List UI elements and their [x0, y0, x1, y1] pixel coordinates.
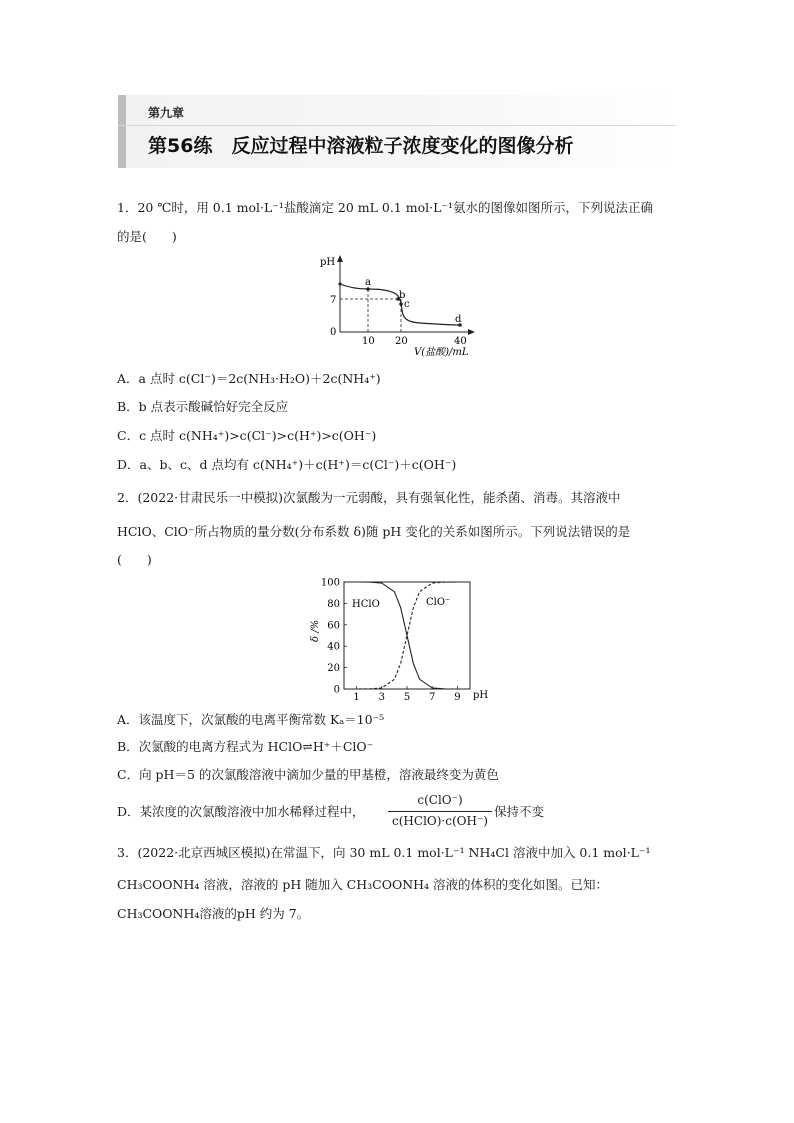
q1-titration-figure: [310, 252, 490, 362]
q2-option-d-prefix: D．某浓度的次氯酸溶液中加水稀释过程中，: [117, 804, 365, 819]
q1-option-d: D．a、b、c、d 点均有 c(NH₄⁺)＋c(H⁺)＝c(Cl⁻)＋c(OH⁻): [117, 457, 457, 472]
q3-stem-line1: 3．(2022·北京西城区模拟)在常温下，向 30 mL 0.1 mol·L⁻¹ NH₄Cl 溶液中加入 0.1 mol·L⁻¹: [117, 845, 651, 860]
q2-stem-line1: 2．(2022·甘肃民乐一中模拟)次氯酸为一元弱酸，具有强氧化性，能杀菌、消毒。其溶液中: [117, 490, 621, 505]
q2-legend-clo: ClO⁻: [426, 597, 451, 608]
header-divider: [118, 125, 676, 126]
q1-label-d: d: [455, 314, 462, 325]
q2-xtick-label: 9: [454, 692, 461, 703]
q3-stem-line2: CH₃COONH₄ 溶液，溶液的 pH 随加入 CH₃COONH₄ 溶液的体积的变化如图。已知：: [117, 877, 609, 892]
q1-stem-line1: 1．20 ℃时，用 0.1 mol·L⁻¹盐酸滴定 20 mL 0.1 mol·L⁻¹氨水的图像如图所示，下列说法正确: [117, 200, 653, 215]
q1-xtick-20: 20: [395, 336, 408, 347]
q1-option-a: A．a 点时 c(Cl⁻)＝2c(NH₃·H₂O)＋2c(NH₄⁺): [117, 371, 381, 386]
q2-ytick-label: 40: [327, 641, 340, 653]
q2-distribution-chart: [304, 576, 494, 706]
q2-ytick-label: 0: [333, 684, 340, 696]
q1-x-arrow: [468, 329, 475, 335]
q1-option-c: C．c 点时 c(NH₄⁺)>c(Cl⁻)>c(H⁺)>c(OH⁻): [117, 428, 377, 443]
q1-stem-line2: 的是( ): [117, 229, 177, 244]
q2-stem-line3: ( ): [117, 552, 152, 567]
q1-option-b: B．b 点表示酸碱恰好完全反应: [117, 399, 289, 414]
q2-ytick-label: 80: [327, 598, 340, 610]
q2-ytick-label: 60: [327, 620, 340, 632]
q2-option-d-suffix: 保持不变: [494, 804, 545, 819]
q2-stem-line2: HClO、ClO⁻所占物质的量分数(分布系数 δ)随 pH 变化的关系如图所示。下列说法错误的是: [117, 524, 631, 539]
q1-label-a: a: [365, 277, 371, 288]
q2-xlabel: pH: [473, 690, 489, 701]
chapter-label: 第九章: [148, 106, 185, 120]
q2-option-d-fraction-bar: [388, 811, 492, 812]
q2-ylabel: δ /%: [310, 619, 321, 642]
q1-xtick-10: 10: [362, 336, 375, 347]
q2-option-b: B．次氯酸的电离方程式为 HClO⇌H⁺＋ClO⁻: [117, 739, 374, 754]
q3-stem-line3: CH₃COONH₄溶液的pH 约为 7。: [117, 906, 310, 921]
q1-point-c: [399, 302, 403, 306]
q2-xtick-label: 7: [429, 692, 436, 703]
header-accent-bar: [118, 95, 126, 168]
q2-ytick-label: 20: [327, 663, 340, 675]
page-title: 第56练 反应过程中溶液粒子浓度变化的图像分析: [148, 135, 574, 157]
q1-xlabel: V(盐酸)/mL: [414, 347, 469, 358]
q1-label-b: b: [399, 290, 406, 301]
q2-xtick-label: 3: [378, 692, 385, 703]
q2-option-c: C．向 pH＝5 的次氯酸溶液中滴加少量的甲基橙，溶液最终变为黄色: [117, 767, 499, 782]
q1-start-point: [338, 282, 341, 285]
q1-label-c: c: [404, 299, 410, 310]
q2-option-d-denominator: c(HClO)·c(OH⁻): [392, 814, 488, 828]
q1-ytick-0: 0: [330, 327, 337, 338]
q2-ytick-label: 100: [320, 577, 340, 589]
q2-xtick-label: 5: [403, 692, 411, 703]
q1-xtick-40: 40: [454, 336, 467, 347]
q1-ytick-7: 7: [330, 295, 337, 306]
q1-y-arrow: [337, 255, 343, 262]
q2-option-a: A．该温度下，次氯酸的电离平衡常数 Kₐ＝10⁻⁵: [117, 712, 385, 727]
q2-xtick-label: 1: [353, 692, 360, 703]
q2-legend-hclo: HClO: [352, 599, 380, 610]
q1-ylabel: pH: [320, 257, 336, 268]
q2-option-d-numerator: c(ClO⁻): [417, 793, 463, 807]
